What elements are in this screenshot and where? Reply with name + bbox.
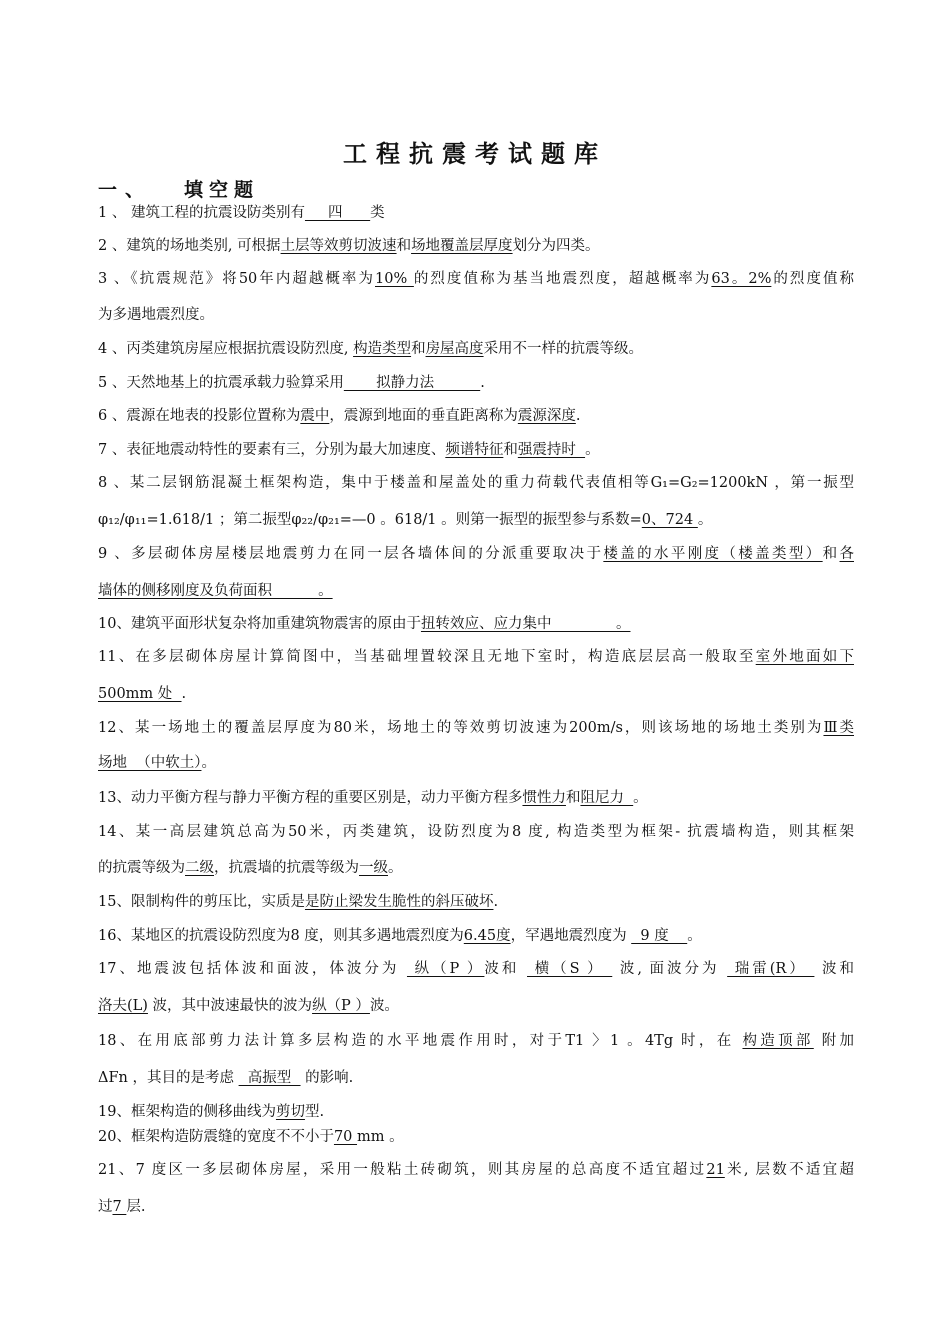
answer-blank: 惯性力 — [522, 790, 566, 806]
answer-blank: 构造顶部 — [742, 1033, 814, 1049]
question-13: 13、动力平衡方程与静力平衡方程的重要区别是，动力平衡方程多惯性力和阻尼力 。 — [98, 790, 648, 806]
answer-blank: 高振型 — [238, 1070, 301, 1086]
question-1: 1 、 建筑工程的抗震设防类别有 四 类 — [98, 205, 385, 221]
answer-blank: 频谱特征 — [445, 442, 504, 458]
question-19: 19、框架构造的侧移曲线为剪切型. — [98, 1104, 325, 1120]
answer-blank: 21 — [706, 1162, 725, 1178]
section-number: 一 — [98, 179, 118, 201]
question-11-cont: 500mm 处 . — [98, 686, 187, 702]
answer-blank: 各 — [839, 546, 854, 562]
question-3: 3 、《抗震规范》将50年内超越概率为10% 的烈度值称为基当地震烈度，超越概率为63。2%的烈度值称 — [98, 271, 854, 287]
answer-blank: 墙体的侧移刚度及负荷面积 。 — [98, 583, 333, 599]
question-6: 6 、震源在地表的投影位置称为震中，震源到地面的垂直距离称为震源深度. — [98, 408, 581, 424]
answer-blank: 7 — [112, 1199, 127, 1215]
answer-blank: 是防止梁发生脆性的斜压破坏 — [304, 894, 494, 910]
question-9-cont — [98, 581, 854, 601]
question-10: 10、建筑平面形状复杂将加重建筑物震害的原由于扭转效应、应力集中 。 — [98, 616, 631, 632]
question-8-cont: φ₁₂/φ₁₁=1.618/1 ；第二振型φ₂₂/φ₂₁=—0 。618/1 。则第一振型的振型参与系数=0、724 。 — [98, 512, 713, 528]
answer-blank: 房屋高度 — [425, 341, 484, 357]
section-heading — [98, 175, 259, 202]
question-18: 18、在用底部剪力法计算多层构造的水平地震作用时，对于T1 〉1 。4Tg 时，在 构造顶部 附加 — [98, 1033, 854, 1049]
question-21: 21、7 度区一多层砌体房屋，采用一般粘土砖砌筑，则其房屋的总高度不适宜超过21米, 层数不适宜超 — [98, 1162, 854, 1178]
answer-blank: 一级 — [359, 860, 388, 876]
answer-blank: 扭转效应、应力集中 。 — [420, 616, 631, 632]
answer-blank: 场地覆盖层厚度 — [411, 238, 513, 254]
question-4: 4 、丙类建筑房屋应根据抗震设防烈度, 构造类型和房屋高度采用不一样的抗震等级。 — [98, 341, 644, 357]
question-2: 2 、建筑的场地类别, 可根据土层等效剪切波速和场地覆盖层厚度划分为四类。 — [98, 238, 600, 254]
answer-blank: 土层等效剪切波速 — [280, 238, 397, 254]
section-separator: 、 — [125, 179, 145, 201]
question-12-cont: 场地 （中软土）。 — [98, 755, 216, 771]
question-16: 16、某地区的抗震设防烈度为8 度，则其多遇地震烈度为6.45度，罕遇地震烈度为 9 度 。 — [98, 928, 702, 944]
question-7: 7 、表征地震动特性的要素有三，分别为最大加速度、频谱特征和强震持时 。 — [98, 442, 600, 458]
question-20: 20、框架构造防震缝的宽度不不小于70 mm 。 — [98, 1129, 404, 1145]
answer-blank: 0、724 — [641, 512, 698, 528]
answer-blank: 63。2% — [711, 271, 772, 287]
answer-blank: 震源深度 — [517, 408, 576, 424]
answer-blank: Ⅲ类 — [823, 720, 854, 736]
question-14-cont: 的抗震等级为二级，抗震墙的抗震等级为一级。 — [98, 860, 403, 876]
question-11: 11、在多层砌体房屋计算简图中，当基础埋置较深且无地下室时，构造底层层高一般取至室外地面如下 — [98, 649, 854, 665]
answer-blank: 剪切 — [275, 1104, 305, 1120]
question-15: 15、限制构件的剪压比，实质是是防止梁发生脆性的斜压破坏. — [98, 894, 499, 910]
answer-blank: 纵（P ） — [312, 998, 370, 1014]
question-14: 14、某一高层建筑总高为50米，丙类建筑，设防烈度为8 度, 构造类型为框架- 抗震墙构造，则其框架 — [98, 824, 854, 840]
answer-blank: 阻尼力 — [580, 790, 634, 806]
question-12: 12、某一场地土的覆盖层厚度为80米，场地土的等效剪切波速为200m/s，则该场地的场地土类别为Ⅲ类 — [98, 720, 854, 736]
answer-blank: 洛夫(L) — [98, 998, 148, 1014]
answer-blank: 70 — [333, 1129, 358, 1145]
document-title: 工程抗震考试题库 — [343, 140, 607, 168]
question-3-cont: 为多遇地震烈度。 — [98, 307, 214, 323]
answer-blank: 500mm 处 — [98, 686, 182, 702]
answer-blank: 10% — [375, 271, 414, 287]
answer-blank: 瑞雷(R） — [727, 961, 815, 977]
question-17: 17、地震波包括体波和面波，体波分为 纵（P ）波和 横（S ） 波, 面波分为 瑞雷(R） 波和 — [98, 961, 854, 977]
answer-blank: 震中 — [300, 408, 330, 424]
answer-blank: 横（S ） — [527, 961, 613, 977]
answer-blank: 四 — [304, 205, 371, 221]
answer-blank: 拟静力法 — [343, 375, 481, 391]
question-8: 8 、某二层钢筋混凝土框架构造，集中于楼盖和屋盖处的重力荷载代表值相等G₁=G₂=1200kN ，第一振型 — [98, 475, 854, 491]
answer-blank: 二级 — [185, 860, 214, 876]
answer-blank: 场地 （中软土） — [98, 755, 202, 771]
answer-blank: 9 度 — [631, 928, 688, 944]
answer-blank: 6.45度 — [463, 928, 511, 944]
question-18-cont: ΔFn ，其目的是考虑 高振型 的影响. — [98, 1070, 354, 1086]
question-17-cont: 洛夫(L) 波，其中波速最快的波为纵（P ）波。 — [98, 998, 399, 1014]
question-5: 5 、天然地基上的抗震承载力验算采用 拟静力法 . — [98, 375, 485, 391]
answer-blank: 室外地面如下 — [755, 649, 854, 665]
answer-blank: 楼盖的水平刚度（楼盖类型） — [603, 546, 823, 562]
answer-blank: 纵（P ） — [406, 961, 485, 977]
answer-blank: 强震持时 — [517, 442, 586, 458]
question-9: 9 、多层砌体房屋楼层地震剪力在同一层各墙体间的分派重要取决于楼盖的水平刚度（楼盖类型）和各 — [98, 546, 854, 562]
section-title: 填空题 — [184, 179, 260, 201]
question-21-cont: 过7 层. — [98, 1199, 146, 1215]
answer-blank: 构造类型 — [353, 341, 412, 357]
